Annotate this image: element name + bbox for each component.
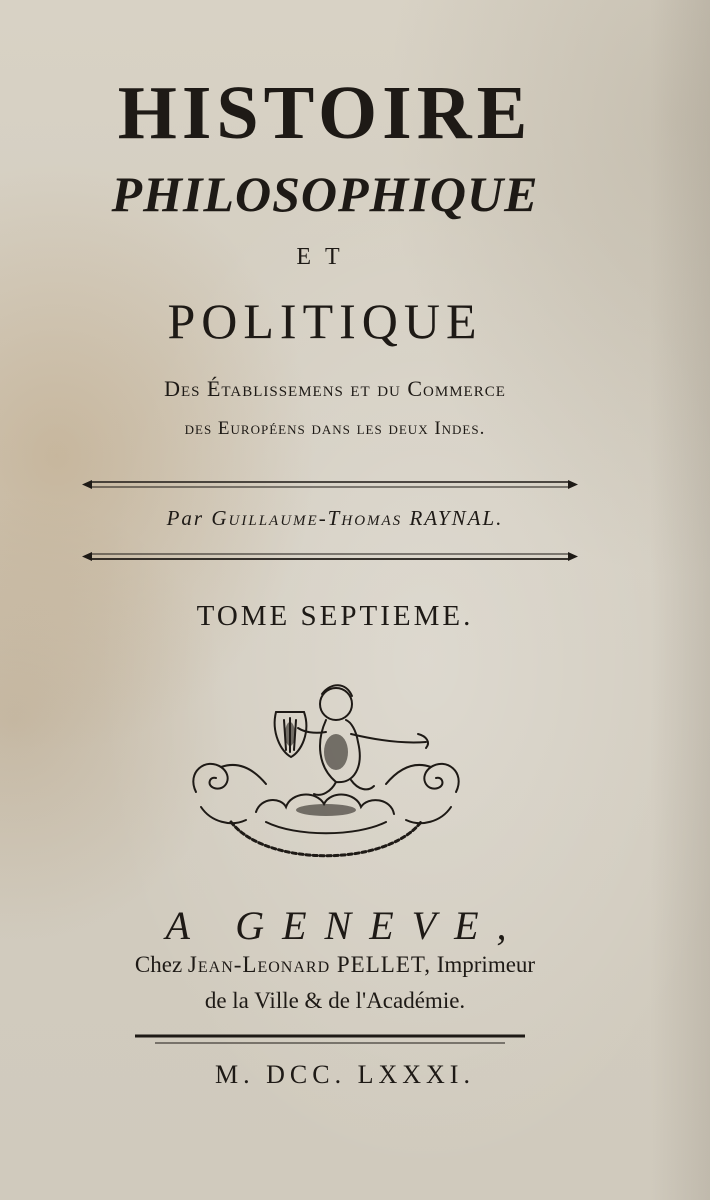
- title-line-et: ET: [296, 244, 354, 270]
- author-surname: RAYNAL.: [409, 506, 504, 530]
- volume-label: TOME SEPTIEME.: [196, 600, 474, 632]
- ornamental-rule-bottom: [80, 550, 580, 564]
- printer-name: Jean-Leonard PELLET,: [187, 952, 431, 977]
- imprint-rule: [135, 1032, 525, 1046]
- printer-role: Imprimeur: [436, 952, 536, 977]
- publication-date: M. DCC. LXXXI.: [215, 1060, 475, 1089]
- subtitle-line-2: des Européens dans les deux Indes.: [184, 418, 486, 439]
- title-line-histoire: HISTOIRE: [117, 71, 533, 155]
- imprint-place: A GENEVE,: [165, 903, 525, 948]
- author-name: Guillaume-Thomas: [211, 506, 403, 530]
- printer-prefix: Chez: [134, 952, 183, 977]
- imprint-printer-line: [10, 952, 660, 978]
- subtitle-line-1: Des Établissemens et du Commerce: [164, 376, 506, 401]
- title-line-philosophique: PHILOSOPHIQUE: [111, 166, 539, 222]
- author-prefix: Par: [166, 506, 205, 530]
- ornamental-rule-top: [80, 478, 580, 492]
- cherub-lyre-ornament-icon: [186, 672, 466, 872]
- imprint-line-2: de la Ville & de l'Académie.: [204, 988, 466, 1013]
- author-line: [10, 506, 660, 531]
- title-line-politique: POLITIQUE: [167, 293, 483, 349]
